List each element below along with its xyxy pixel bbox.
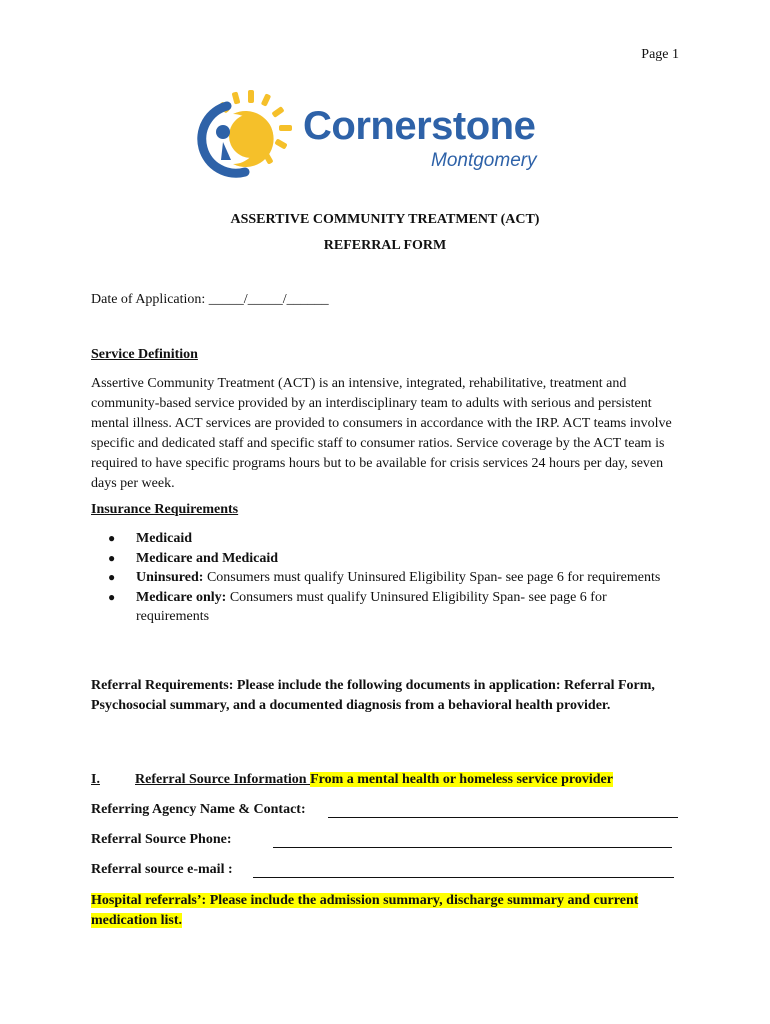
section-number: I. (91, 772, 100, 787)
insurance-item-label: Medicare and Medicaid (136, 550, 279, 566)
list-item (108, 588, 668, 627)
service-definition-body: Assertive Community Treatment (ACT) is an intensive, integrated, rehabilitative, treatment and community-based service provided by an interdisciplinary team to adults with serious and persistent mental illness. ACT services are provided to consumers in accordance with the IRP. ACT teams involve specific and dedicated staff and specific staff to consumer ratios. Service coverage by the ACT team is required to have specific programs hours but to be available for crisis services 24 hours per day, seven days per week. (91, 376, 672, 491)
referral-requirements: Referral Requirements: Please include the following documents in application: Referral Form, Psychosocial summary, and a documented diagnosis from a behavioral health provider. (91, 678, 655, 713)
insurance-item-label: Medicaid (136, 531, 192, 546)
referring-agency-field[interactable] (328, 817, 678, 818)
bullet-icon: ● (108, 589, 116, 604)
list-item (108, 549, 668, 569)
cornerstone-logo-icon (193, 88, 298, 180)
logo-name: Cornerstone (303, 104, 536, 148)
insurance-item-text: Consumers must qualify Uninsured Eligibility Span- see page 6 for requirements (203, 570, 661, 585)
logo (193, 88, 583, 180)
referral-email-field[interactable] (253, 877, 674, 878)
hospital-referral-text: Hospital referrals’: Please include the admission summary, discharge summary and current medication list. (91, 893, 639, 928)
insurance-item-label: Uninsured: (136, 570, 204, 585)
logo-subname: Montgomery (431, 150, 537, 171)
referral-phone-field[interactable] (273, 847, 672, 848)
referral-phone-label: Referral Source Phone: (91, 832, 232, 847)
list-item (108, 529, 668, 549)
hospital-referral-note (91, 891, 651, 931)
form-subtitle: REFERRAL FORM (323, 238, 447, 253)
date-of-application: Date of Application: _____/_____/______ (91, 292, 329, 307)
bullet-icon: ● (108, 531, 116, 545)
section-1-heading (91, 772, 691, 788)
list-item (108, 568, 668, 588)
service-definition-heading: Service Definition (91, 347, 198, 362)
referring-agency-label: Referring Agency Name & Contact: (91, 802, 306, 817)
insurance-list (108, 529, 668, 627)
page-number: Page 1 (641, 47, 679, 62)
section-highlight: From a mental health or homeless service provider (310, 772, 613, 787)
bullet-icon: ● (108, 570, 116, 584)
insurance-item-text: Consumers must qualify Uninsured Eligibility Span- see page 6 for requirements (136, 589, 607, 624)
insurance-item-label: Medicare only: (136, 589, 227, 605)
form-title: ASSERTIVE COMMUNITY TREATMENT (ACT) (230, 212, 540, 227)
bullet-icon: ● (108, 550, 116, 565)
insurance-heading: Insurance Requirements (91, 502, 239, 517)
section-label: Referral Source Information (135, 772, 311, 787)
referral-email-label: Referral source e-mail : (91, 862, 233, 877)
